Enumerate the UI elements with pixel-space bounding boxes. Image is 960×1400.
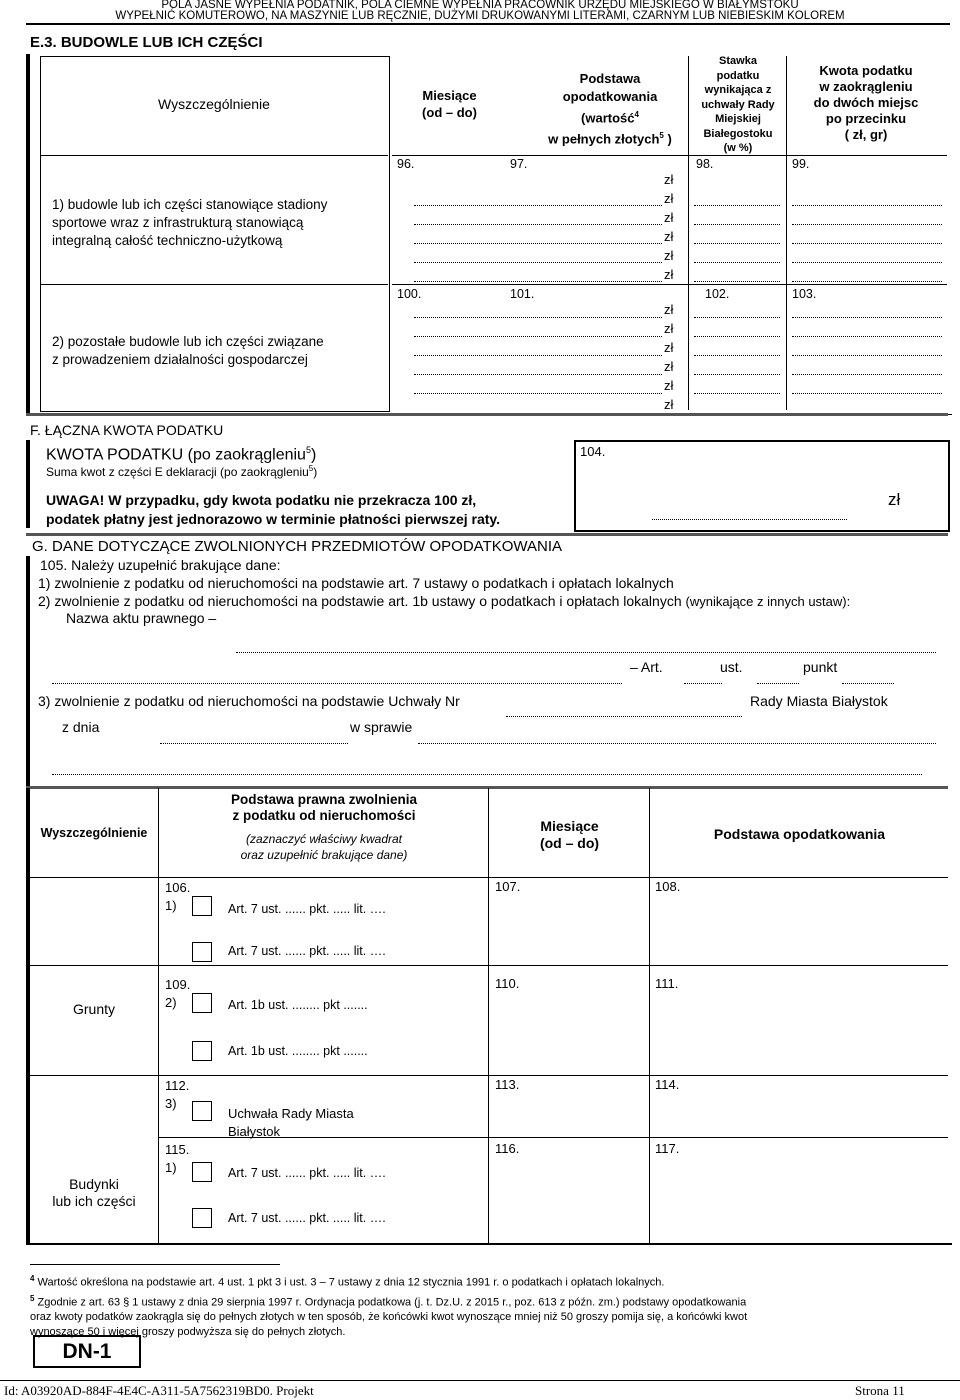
exemption-item-1: 1) zwolnienie z podatku od nieruchomości na podstawie art. 7 ustawy o podatkach i opłatach lokalnych	[38, 575, 674, 591]
section-e-title: E.3. BUDOWLE LUB ICH CZĘŚCI	[30, 34, 263, 51]
field-116[interactable]: 116.	[495, 1141, 520, 1156]
header-line-1: POLA JASNE WYPEŁNIA PODATNIK, POLA CIEMNE WYPEŁNIA PRACOWNIK URZĘDU MIEJSKIEGO W BIAŁYMSTOKU	[161, 0, 799, 11]
spec-header-rule	[40, 155, 388, 156]
checkbox-art1b-b[interactable]	[192, 1041, 212, 1061]
exempt-col-base: Podstawa opodatkowania	[713, 826, 886, 842]
date-input[interactable]	[160, 743, 348, 744]
field-108[interactable]: 108.	[655, 879, 681, 894]
art1b-option-a: Art. 1b ust. ........ pkt .......	[228, 998, 368, 1012]
checkbox-art7-b[interactable]	[192, 942, 212, 962]
total-amount-line	[652, 519, 847, 520]
subject-input[interactable]	[418, 743, 936, 744]
field-106: 106. 1)	[165, 880, 191, 913]
exemption-item-2: 2) zwolnienie z podatku od nieruchomości na podstawie art. 1b ustawy o podatkach i opłatach lokalnych (wynikające z innych ustaw):	[38, 593, 851, 609]
section-g-title: G. DANE DOTYCZĄCE ZWOLNIONYCH PRZEDMIOTÓW OPODATKOWANIA	[32, 538, 563, 555]
header-row-rule	[392, 155, 947, 156]
field-98: 98.	[696, 157, 714, 171]
ust-label: ust.	[720, 659, 743, 675]
col-spec-header: Wyszczególnienie	[158, 96, 270, 112]
footer-id: Id: A03920AD-884F-4E4C-A311-5A7562319BD0. Projekt	[4, 1383, 314, 1398]
row1-label: 1) budowle lub ich części stanowiące stadiony sportowe wraz z infrastrukturą stanowiącą integralną całość techniczno-użytkową	[52, 197, 328, 248]
art7-option-b: Art. 7 ust. ...... pkt. ..... lit. ….	[228, 944, 386, 958]
footer-rule	[0, 1380, 960, 1381]
form-code-badge: DN-1	[33, 1335, 141, 1368]
footer-page: Strona 11	[855, 1383, 905, 1398]
row2-inputs[interactable]: zł zł zł zł zł zł	[392, 290, 947, 412]
exempt-row-rule-2	[28, 1075, 948, 1076]
field-104: 104.	[580, 444, 606, 459]
grunty-label: Grunty	[72, 1001, 115, 1017]
resolution-number-input[interactable]	[506, 716, 742, 717]
punkt-label: punkt	[803, 659, 838, 675]
field-115: 115. 1)	[165, 1142, 190, 1175]
budynki-label: Budynki lub ich części	[52, 1176, 136, 1209]
row-divider	[392, 284, 947, 285]
checkbox-art7-a[interactable]	[192, 896, 212, 916]
footnote-4: $^4$ Wartość określona na podstawie art. 4 ust. 1 pkt 3 i ust. 3 – 7 ustawy z dnia 12 stycznia 1991 r. o podatkach i opłatach lokalnych.	[30, 1274, 665, 1289]
footnote-rule	[30, 1264, 280, 1265]
header-rule	[26, 23, 950, 25]
checkbox-uchwala[interactable]	[192, 1101, 212, 1121]
field-101: 101.	[510, 287, 535, 301]
art-label: – Art.	[630, 659, 663, 675]
art-input[interactable]	[684, 683, 722, 684]
act-name-input[interactable]	[236, 652, 936, 653]
section-e-bottom-rule	[26, 413, 948, 416]
field-113[interactable]: 113.	[495, 1077, 520, 1092]
col-base-header: Podstawa opodatkowania (wartość$^4$ w pełnych złotych$^5$ )	[548, 71, 672, 147]
subject-input-2[interactable]	[52, 774, 922, 775]
art7-option-c: Art. 7 ust. ...... pkt. ..... lit. ….	[228, 1166, 386, 1180]
header-line-2: WYPEŁNIĆ KOMUTEROWO, NA MASZYNIE LUB RĘCZNIE, DUŻYMI DRUKOWANYMI LITERAMI, CZARNYM LUB NIEBIESKIM KOLOREM	[115, 10, 845, 22]
checkbox-art1b-a[interactable]	[192, 993, 212, 1013]
exempt-col-1	[158, 788, 159, 1243]
section-f-desc: Suma kwot z części E deklaracji (po zaokrągleniu$^5$)	[46, 464, 318, 479]
punkt-input[interactable]	[842, 683, 894, 684]
footnote-5: $^5$ Zgodnie z art. 63 § 1 ustawy z dnia 29 sierpnia 1997 r. Ordynacja podatkowa (j. t. Dz.U. z 2015 r., poz. 613 z późn. zm.) podstawy opodatkowania	[30, 1293, 747, 1309]
field-107[interactable]: 107.	[495, 879, 521, 894]
exempt-col-2	[488, 788, 489, 1243]
uchwala-option: Uchwała Rady Miasta Białystok	[228, 1106, 354, 1139]
field-110[interactable]: 110.	[495, 976, 520, 991]
exempt-col-legal: Podstawa prawna zwolnienia z podatku od nieruchomości (zaznaczyć właściwy kwadrat oraz uzupełnić brakujące dane)	[230, 792, 418, 862]
col-rate-header: Stawka podatku wynikająca z uchwały Rady Miejskiej Białegostoku (w %)	[701, 55, 775, 154]
field-105: 105. Należy uzupełnić brakujące dane:	[40, 557, 281, 573]
exempt-header-rule	[28, 877, 948, 878]
col-months-header: Miesiące (od – do)	[422, 88, 477, 120]
exempt-col-spec: Wyszczególnienie	[40, 826, 148, 840]
field-96: 96.	[397, 157, 415, 171]
exempt-col-3	[649, 788, 650, 1243]
section-f-subtitle: KWOTA PODATKU (po zaokrągleniu$^5$)	[46, 445, 317, 464]
field-114[interactable]: 114.	[655, 1077, 680, 1092]
total-currency: zł	[888, 490, 901, 509]
art7-option-d: Art. 7 ust. ...... pkt. ..... lit. ….	[228, 1211, 386, 1225]
rada-label: Rady Miasta Białystok	[750, 693, 888, 709]
exempt-row-rule-1	[28, 965, 948, 966]
field-99: 99.	[792, 157, 810, 171]
ust-input[interactable]	[757, 683, 799, 684]
exempt-col-months: Miesiące (od – do)	[539, 818, 600, 851]
w-sprawie-label: w sprawie	[350, 719, 413, 735]
field-109: 109. 2)	[165, 977, 191, 1010]
act-name-label: Nazwa aktu prawnego –	[66, 610, 217, 626]
field-100: 100.	[397, 287, 422, 301]
row1-inputs[interactable]: zł zł zł zł zł zł	[392, 160, 947, 285]
field-102: 102.	[705, 287, 730, 301]
act-name-input-2[interactable]	[52, 683, 622, 684]
section-f-title: F. ŁĄCZNA KWOTA PODATKU	[30, 422, 224, 438]
spec-row-rule	[40, 284, 388, 285]
checkbox-art7-d[interactable]	[192, 1208, 212, 1228]
art1b-option-b: Art. 1b ust. ........ pkt .......	[228, 1044, 368, 1058]
field-97: 97.	[510, 157, 528, 171]
field-111[interactable]: 111.	[655, 976, 679, 991]
field-103: 103.	[792, 287, 817, 301]
art7-option-a: Art. 7 ust. ...... pkt. ..... lit. ….	[228, 902, 386, 916]
section-g-top-rule	[26, 533, 948, 536]
exemption-item-3: 3) zwolnienie z podatku od nieruchomości na podstawie Uchwały Nr	[38, 693, 460, 709]
section-f-warning: UWAGA! W przypadku, gdy kwota podatku nie przekracza 100 zł, podatek płatny jest jednorazowo w terminie płatności pierwszej raty.	[46, 492, 501, 527]
z-dnia-label: z dnia	[62, 719, 100, 735]
col-amount-header: Kwota podatku w zaokrągleniu do dwóch miejsc po przecinku ( zł, gr)	[813, 63, 919, 142]
field-112: 112. 3)	[165, 1078, 190, 1111]
row2-label: 2) pozostałe budowle lub ich części związane z prowadzeniem działalności gospodarczej	[52, 334, 324, 367]
field-117[interactable]: 117.	[655, 1141, 680, 1156]
footnotes: $^4$ Wartość określona na podstawie art. 4 ust. 1 pkt 3 i ust. 3 – 7 ustawy z dnia 12 stycznia 1991 r. o podatkach i opłatach lokalnych. $^5$ Zgodnie z art. 63 § 1 ustawy z dnia 29 sierpnia 1997 r. Ordynacja podatkowa (j. t. Dz.U. z 2015 r., poz. 613 z późn. zm.) podstawy opodatkowania oraz kwoty podatków zaokrągla się do pełnych złotych w ten sposób, że końcówki kwot wynoszące mniej niż 50 groszy pomija się, a końcówki kwot wynoszące 50 i więcej groszy podwyższa się do pełnych złotych.	[30, 1271, 945, 1340]
checkbox-art7-c[interactable]	[192, 1162, 212, 1182]
